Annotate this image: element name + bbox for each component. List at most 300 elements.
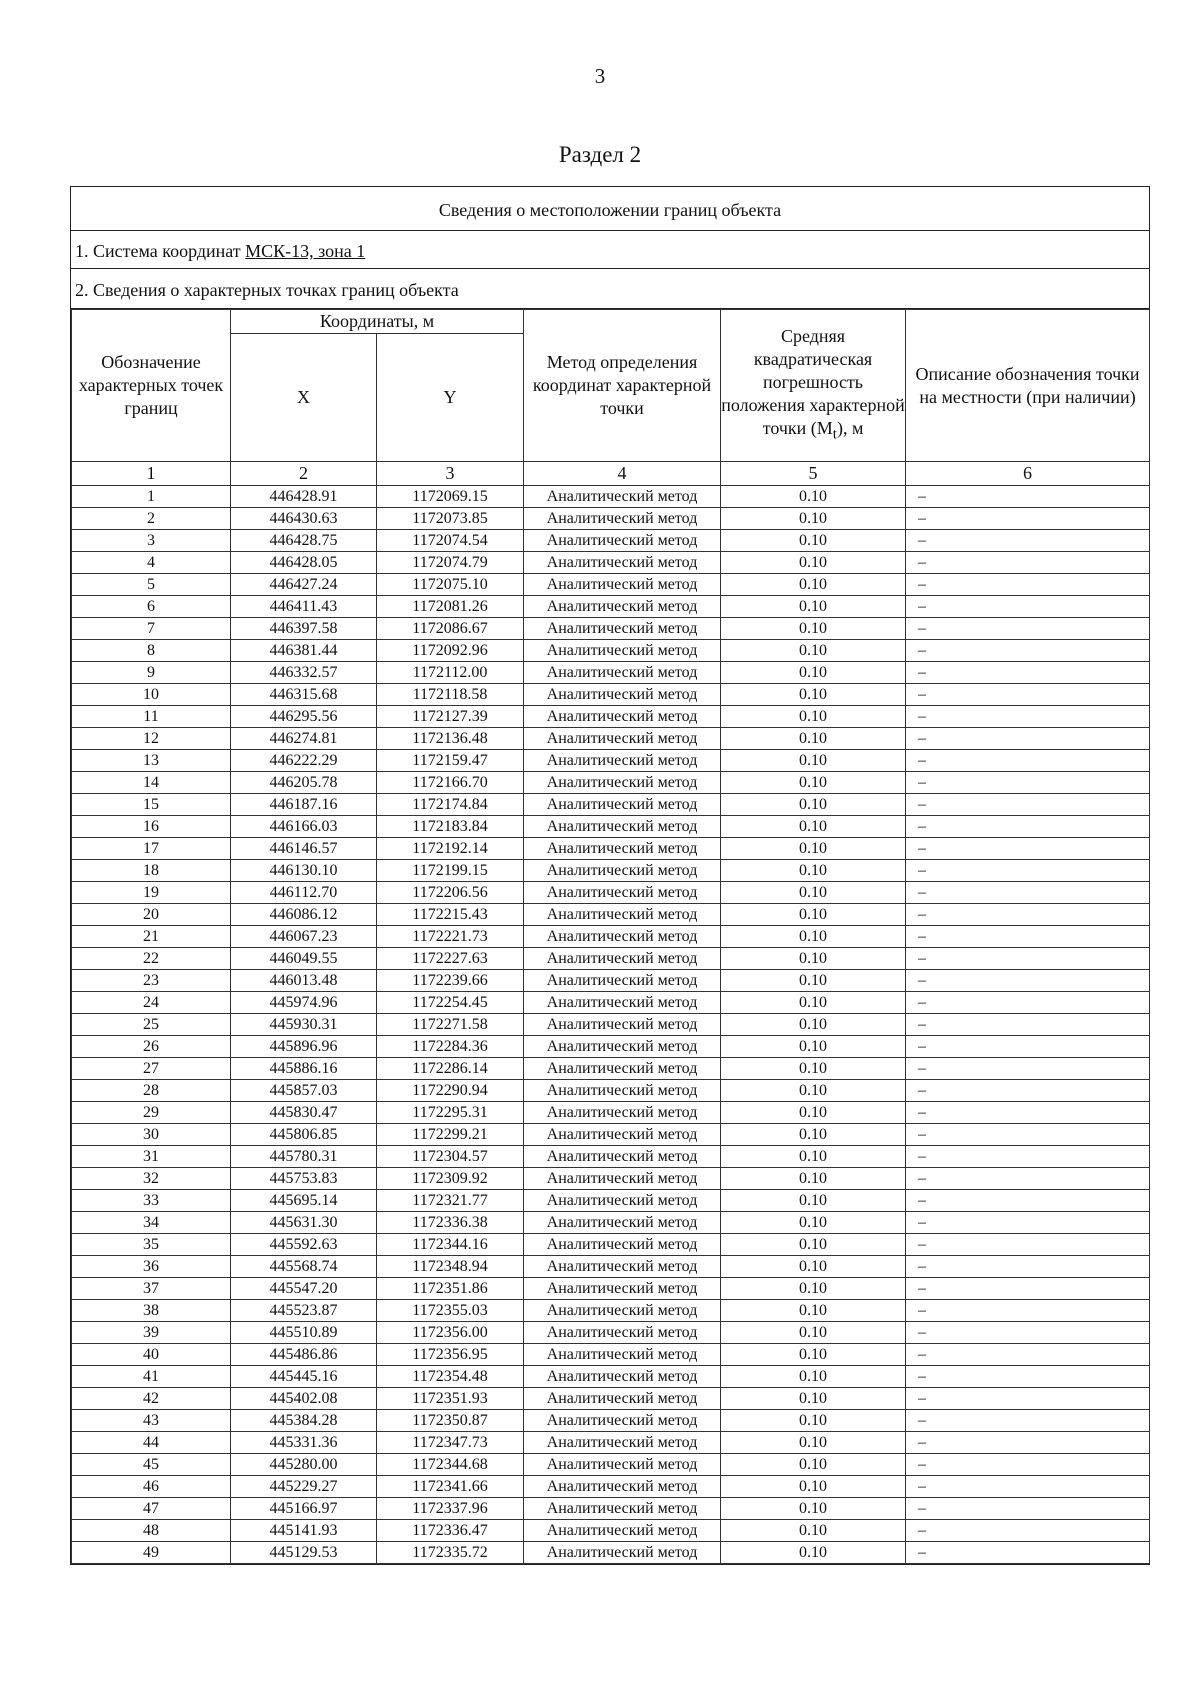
x-header: X xyxy=(231,334,377,462)
description-cell: – xyxy=(906,860,1150,882)
error-cell: 0.10 xyxy=(721,1014,906,1036)
method-cell: Аналитический метод xyxy=(524,970,721,992)
section-title: Раздел 2 xyxy=(558,142,642,167)
x-coordinate-cell: 446427.24 xyxy=(231,574,377,596)
error-cell: 0.10 xyxy=(721,1080,906,1102)
x-coordinate-cell: 446430.63 xyxy=(231,508,377,530)
x-coordinate-cell: 446428.05 xyxy=(231,552,377,574)
method-cell: Аналитический метод xyxy=(524,1058,721,1080)
description-cell: – xyxy=(906,882,1150,904)
y-coordinate-cell: 1172286.14 xyxy=(377,1058,524,1080)
error-cell: 0.10 xyxy=(721,772,906,794)
table-row xyxy=(72,992,1150,1014)
description-cell: – xyxy=(906,618,1150,640)
point-designation-cell: 31 xyxy=(72,1146,231,1168)
point-designation-cell: 38 xyxy=(72,1300,231,1322)
coordinates-header: Координаты, м xyxy=(231,310,524,334)
table-row xyxy=(72,794,1150,816)
y-coordinate-cell: 1172074.54 xyxy=(377,530,524,552)
column-number: 5 xyxy=(721,462,906,486)
error-cell: 0.10 xyxy=(721,1410,906,1432)
error-cell: 0.10 xyxy=(721,1454,906,1476)
table-row xyxy=(72,1190,1150,1212)
method-cell: Аналитический метод xyxy=(524,1432,721,1454)
table-row xyxy=(72,1344,1150,1366)
y-coordinate-cell: 1172221.73 xyxy=(377,926,524,948)
description-cell: – xyxy=(906,1366,1150,1388)
x-coordinate-cell: 446146.57 xyxy=(231,838,377,860)
point-designation-cell: 22 xyxy=(72,948,231,970)
table-row xyxy=(72,860,1150,882)
x-coordinate-cell: 445280.00 xyxy=(231,1454,377,1476)
point-designation-cell: 28 xyxy=(72,1080,231,1102)
description-cell: – xyxy=(906,1388,1150,1410)
table-row xyxy=(72,1212,1150,1234)
description-cell: – xyxy=(906,530,1150,552)
error-cell: 0.10 xyxy=(721,1234,906,1256)
point-designation-cell: 40 xyxy=(72,1344,231,1366)
method-cell: Аналитический метод xyxy=(524,1388,721,1410)
error-cell: 0.10 xyxy=(721,1256,906,1278)
y-coordinate-cell: 1172081.26 xyxy=(377,596,524,618)
x-coordinate-cell: 445592.63 xyxy=(231,1234,377,1256)
point-designation-cell: 48 xyxy=(72,1520,231,1542)
error-cell: 0.10 xyxy=(721,486,906,508)
y-coordinate-cell: 1172092.96 xyxy=(377,640,524,662)
y-coordinate-cell: 1172192.14 xyxy=(377,838,524,860)
y-coordinate-cell: 1172227.63 xyxy=(377,948,524,970)
y-coordinate-cell: 1172354.48 xyxy=(377,1366,524,1388)
x-coordinate-cell: 445780.31 xyxy=(231,1146,377,1168)
point-designation-cell: 12 xyxy=(72,728,231,750)
x-coordinate-cell: 446013.48 xyxy=(231,970,377,992)
point-designation-cell: 30 xyxy=(72,1124,231,1146)
method-cell: Аналитический метод xyxy=(524,992,721,1014)
error-cell: 0.10 xyxy=(721,1124,906,1146)
x-coordinate-cell: 445229.27 xyxy=(231,1476,377,1498)
x-coordinate-cell: 445331.36 xyxy=(231,1432,377,1454)
point-designation-cell: 23 xyxy=(72,970,231,992)
error-cell: 0.10 xyxy=(721,948,906,970)
x-coordinate-cell: 445510.89 xyxy=(231,1322,377,1344)
description-cell: – xyxy=(906,1542,1150,1564)
point-designation-cell: 43 xyxy=(72,1410,231,1432)
method-cell: Аналитический метод xyxy=(524,1124,721,1146)
y-coordinate-cell: 1172174.84 xyxy=(377,794,524,816)
point-designation-cell: 2 xyxy=(72,508,231,530)
point-designation-cell: 20 xyxy=(72,904,231,926)
point-designation-cell: 1 xyxy=(72,486,231,508)
x-coordinate-cell: 446295.56 xyxy=(231,706,377,728)
x-coordinate-cell: 445886.16 xyxy=(231,1058,377,1080)
table-row xyxy=(72,1410,1150,1432)
description-cell: – xyxy=(906,838,1150,860)
y-coordinate-cell: 1172290.94 xyxy=(377,1080,524,1102)
point-designation-cell: 44 xyxy=(72,1432,231,1454)
y-coordinate-cell: 1172159.47 xyxy=(377,750,524,772)
table-row xyxy=(72,1498,1150,1520)
description-cell: – xyxy=(906,992,1150,1014)
description-cell: – xyxy=(906,596,1150,618)
x-coordinate-cell: 445129.53 xyxy=(231,1542,377,1564)
x-coordinate-cell: 446332.57 xyxy=(231,662,377,684)
point-designation-cell: 35 xyxy=(72,1234,231,1256)
description-cell: – xyxy=(906,706,1150,728)
error-cell: 0.10 xyxy=(721,750,906,772)
error-cell: 0.10 xyxy=(721,1520,906,1542)
error-cell: 0.10 xyxy=(721,1278,906,1300)
y-coordinate-cell: 1172335.72 xyxy=(377,1542,524,1564)
coord-system-line xyxy=(71,231,1149,269)
x-coordinate-cell: 446112.70 xyxy=(231,882,377,904)
error-cell: 0.10 xyxy=(721,860,906,882)
point-designation-cell: 33 xyxy=(72,1190,231,1212)
table-row xyxy=(72,1234,1150,1256)
x-coordinate-cell: 446205.78 xyxy=(231,772,377,794)
table-row xyxy=(72,486,1150,508)
x-coordinate-cell: 446067.23 xyxy=(231,926,377,948)
x-coordinate-cell: 445166.97 xyxy=(231,1498,377,1520)
point-designation-cell: 16 xyxy=(72,816,231,838)
error-cell: 0.10 xyxy=(721,1476,906,1498)
method-cell: Аналитический метод xyxy=(524,684,721,706)
method-cell: Аналитический метод xyxy=(524,1322,721,1344)
description-cell: – xyxy=(906,1410,1150,1432)
method-cell: Аналитический метод xyxy=(524,508,721,530)
y-coordinate-cell: 1172199.15 xyxy=(377,860,524,882)
x-coordinate-cell: 445695.14 xyxy=(231,1190,377,1212)
method-cell: Аналитический метод xyxy=(524,1300,721,1322)
point-designation-cell: 9 xyxy=(72,662,231,684)
error-cell: 0.10 xyxy=(721,1212,906,1234)
description-cell: – xyxy=(906,508,1150,530)
error-cell: 0.10 xyxy=(721,1388,906,1410)
y-coordinate-cell: 1172254.45 xyxy=(377,992,524,1014)
page-number: 3 xyxy=(594,64,606,88)
method-cell: Аналитический метод xyxy=(524,728,721,750)
x-coordinate-cell: 445974.96 xyxy=(231,992,377,1014)
method-cell: Аналитический метод xyxy=(524,926,721,948)
method-cell: Аналитический метод xyxy=(524,882,721,904)
y-coordinate-cell: 1172341.66 xyxy=(377,1476,524,1498)
y-coordinate-cell: 1172356.00 xyxy=(377,1322,524,1344)
x-coordinate-cell: 445631.30 xyxy=(231,1212,377,1234)
point-designation-cell: 17 xyxy=(72,838,231,860)
description-cell: – xyxy=(906,1476,1150,1498)
boundary-points-table xyxy=(71,309,1150,1564)
error-cell: 0.10 xyxy=(721,596,906,618)
y-coordinate-cell: 1172344.68 xyxy=(377,1454,524,1476)
x-coordinate-cell: 446049.55 xyxy=(231,948,377,970)
x-coordinate-cell: 446086.12 xyxy=(231,904,377,926)
boundary-info-frame xyxy=(70,186,1150,1565)
point-designation-cell: 19 xyxy=(72,882,231,904)
method-cell: Аналитический метод xyxy=(524,1454,721,1476)
point-designation-cell: 24 xyxy=(72,992,231,1014)
y-coordinate-cell: 1172336.47 xyxy=(377,1520,524,1542)
error-cell: 0.10 xyxy=(721,882,906,904)
table-row xyxy=(72,530,1150,552)
x-coordinate-cell: 445896.96 xyxy=(231,1036,377,1058)
column-number: 6 xyxy=(906,462,1150,486)
x-coordinate-cell: 445806.85 xyxy=(231,1124,377,1146)
point-designation-cell: 6 xyxy=(72,596,231,618)
table-row xyxy=(72,904,1150,926)
table-row xyxy=(72,1146,1150,1168)
method-cell: Аналитический метод xyxy=(524,772,721,794)
point-designation-cell: 15 xyxy=(72,794,231,816)
point-designation-cell: 37 xyxy=(72,1278,231,1300)
method-cell: Аналитический метод xyxy=(524,1278,721,1300)
table-row xyxy=(72,552,1150,574)
method-cell: Аналитический метод xyxy=(524,816,721,838)
table-row xyxy=(72,816,1150,838)
y-coordinate-cell: 1172336.38 xyxy=(377,1212,524,1234)
error-cell: 0.10 xyxy=(721,728,906,750)
description-cell: – xyxy=(906,772,1150,794)
error-cell: 0.10 xyxy=(721,838,906,860)
x-coordinate-cell: 445523.87 xyxy=(231,1300,377,1322)
y-coordinate-cell: 1172350.87 xyxy=(377,1410,524,1432)
method-cell: Аналитический метод xyxy=(524,1520,721,1542)
table-row xyxy=(72,618,1150,640)
method-cell: Аналитический метод xyxy=(524,1344,721,1366)
description-cell: – xyxy=(906,662,1150,684)
column-number: 4 xyxy=(524,462,721,486)
description-cell: – xyxy=(906,1344,1150,1366)
description-cell: – xyxy=(906,948,1150,970)
x-coordinate-cell: 445568.74 xyxy=(231,1256,377,1278)
method-cell: Аналитический метод xyxy=(524,1146,721,1168)
method-cell: Аналитический метод xyxy=(524,706,721,728)
method-cell: Аналитический метод xyxy=(524,1476,721,1498)
error-cell: 0.10 xyxy=(721,508,906,530)
table-row xyxy=(72,508,1150,530)
description-cell: – xyxy=(906,1454,1150,1476)
point-designation-cell: 41 xyxy=(72,1366,231,1388)
description-cell: – xyxy=(906,552,1150,574)
table-row xyxy=(72,1542,1150,1564)
description-cell: – xyxy=(906,1190,1150,1212)
x-coordinate-cell: 445445.16 xyxy=(231,1366,377,1388)
description-cell: – xyxy=(906,1102,1150,1124)
description-cell: – xyxy=(906,1058,1150,1080)
table-row xyxy=(72,596,1150,618)
method-cell: Аналитический метод xyxy=(524,838,721,860)
method-cell: Аналитический метод xyxy=(524,1212,721,1234)
y-coordinate-cell: 1172344.16 xyxy=(377,1234,524,1256)
y-coordinate-cell: 1172309.92 xyxy=(377,1168,524,1190)
description-cell: – xyxy=(906,1300,1150,1322)
point-designation-cell: 39 xyxy=(72,1322,231,1344)
description-cell: – xyxy=(906,970,1150,992)
method-cell: Аналитический метод xyxy=(524,1498,721,1520)
column-number: 3 xyxy=(377,462,524,486)
x-coordinate-cell: 445141.93 xyxy=(231,1520,377,1542)
error-cell: 0.10 xyxy=(721,1168,906,1190)
point-designation-cell: 21 xyxy=(72,926,231,948)
table-row xyxy=(72,1432,1150,1454)
method-cell: Аналитический метод xyxy=(524,1014,721,1036)
description-cell: – xyxy=(906,1520,1150,1542)
method-header: Метод определения координат характерной точки xyxy=(524,310,721,462)
error-cell: 0.10 xyxy=(721,1432,906,1454)
point-designation-cell: 34 xyxy=(72,1212,231,1234)
table-row xyxy=(72,1322,1150,1344)
table-row xyxy=(72,574,1150,596)
y-coordinate-cell: 1172112.00 xyxy=(377,662,524,684)
y-coordinate-cell: 1172351.93 xyxy=(377,1388,524,1410)
x-coordinate-cell: 445547.20 xyxy=(231,1278,377,1300)
x-coordinate-cell: 445486.86 xyxy=(231,1344,377,1366)
table-row xyxy=(72,1520,1150,1542)
description-cell: – xyxy=(906,904,1150,926)
y-coordinate-cell: 1172356.95 xyxy=(377,1344,524,1366)
error-cell: 0.10 xyxy=(721,1542,906,1564)
y-coordinate-cell: 1172136.48 xyxy=(377,728,524,750)
x-coordinate-cell: 446222.29 xyxy=(231,750,377,772)
table-row xyxy=(72,1102,1150,1124)
table-row xyxy=(72,1454,1150,1476)
y-coordinate-cell: 1172347.73 xyxy=(377,1432,524,1454)
method-cell: Аналитический метод xyxy=(524,1036,721,1058)
error-cell: 0.10 xyxy=(721,706,906,728)
error-cell: 0.10 xyxy=(721,684,906,706)
point-designation-cell: 26 xyxy=(72,1036,231,1058)
frame-title: Сведения о местоположении границ объекта xyxy=(71,187,1149,231)
description-cell: – xyxy=(906,1256,1150,1278)
points-table-body xyxy=(72,486,1150,1564)
description-header: Описание обозначения точки на местности (при наличии) xyxy=(906,310,1150,462)
method-cell: Аналитический метод xyxy=(524,486,721,508)
description-cell: – xyxy=(906,1146,1150,1168)
description-cell: – xyxy=(906,794,1150,816)
error-cell: 0.10 xyxy=(721,662,906,684)
x-coordinate-cell: 445930.31 xyxy=(231,1014,377,1036)
table-row xyxy=(72,772,1150,794)
x-coordinate-cell: 446315.68 xyxy=(231,684,377,706)
description-cell: – xyxy=(906,1432,1150,1454)
description-cell: – xyxy=(906,1212,1150,1234)
error-cell: 0.10 xyxy=(721,970,906,992)
y-coordinate-cell: 1172127.39 xyxy=(377,706,524,728)
x-coordinate-cell: 445384.28 xyxy=(231,1410,377,1432)
table-row xyxy=(72,948,1150,970)
point-designation-cell: 8 xyxy=(72,640,231,662)
description-cell: – xyxy=(906,728,1150,750)
point-designation-cell: 25 xyxy=(72,1014,231,1036)
x-coordinate-cell: 446381.44 xyxy=(231,640,377,662)
method-cell: Аналитический метод xyxy=(524,860,721,882)
description-cell: – xyxy=(906,640,1150,662)
error-cell: 0.10 xyxy=(721,926,906,948)
table-row xyxy=(72,1388,1150,1410)
table-row xyxy=(72,1014,1150,1036)
table-row xyxy=(72,750,1150,772)
x-coordinate-cell: 446130.10 xyxy=(231,860,377,882)
table-row xyxy=(72,1256,1150,1278)
y-coordinate-cell: 1172351.86 xyxy=(377,1278,524,1300)
error-cell: 0.10 xyxy=(721,1036,906,1058)
table-row xyxy=(72,1278,1150,1300)
description-cell: – xyxy=(906,1278,1150,1300)
method-cell: Аналитический метод xyxy=(524,1080,721,1102)
x-coordinate-cell: 445753.83 xyxy=(231,1168,377,1190)
table-row xyxy=(72,882,1150,904)
table-row xyxy=(72,1476,1150,1498)
y-coordinate-cell: 1172284.36 xyxy=(377,1036,524,1058)
method-cell: Аналитический метод xyxy=(524,1256,721,1278)
error-cell: 0.10 xyxy=(721,1300,906,1322)
method-cell: Аналитический метод xyxy=(524,640,721,662)
description-cell: – xyxy=(906,1014,1150,1036)
description-cell: – xyxy=(906,750,1150,772)
y-coordinate-cell: 1172075.10 xyxy=(377,574,524,596)
point-designation-cell: 45 xyxy=(72,1454,231,1476)
error-cell: 0.10 xyxy=(721,1146,906,1168)
description-cell: – xyxy=(906,1124,1150,1146)
method-cell: Аналитический метод xyxy=(524,1190,721,1212)
point-designation-cell: 27 xyxy=(72,1058,231,1080)
description-cell: – xyxy=(906,1036,1150,1058)
description-cell: – xyxy=(906,1498,1150,1520)
coord-system-value: МСК-13, зона 1 xyxy=(245,241,366,261)
table-row xyxy=(72,1168,1150,1190)
column-number: 2 xyxy=(231,462,377,486)
y-coordinate-cell: 1172069.15 xyxy=(377,486,524,508)
error-cell: 0.10 xyxy=(721,1058,906,1080)
error-cell: 0.10 xyxy=(721,816,906,838)
method-cell: Аналитический метод xyxy=(524,618,721,640)
table-row xyxy=(72,1300,1150,1322)
method-cell: Аналитический метод xyxy=(524,1168,721,1190)
y-coordinate-cell: 1172073.85 xyxy=(377,508,524,530)
table-row xyxy=(72,926,1150,948)
error-header: Средняя квадратическая погрешность положения характерной точки $(M_t)$, м xyxy=(721,310,906,462)
table-row xyxy=(72,728,1150,750)
method-cell: Аналитический метод xyxy=(524,904,721,926)
error-cell: 0.10 xyxy=(721,1366,906,1388)
y-coordinate-cell: 1172271.58 xyxy=(377,1014,524,1036)
method-cell: Аналитический метод xyxy=(524,596,721,618)
x-coordinate-cell: 446187.16 xyxy=(231,794,377,816)
y-coordinate-cell: 1172239.66 xyxy=(377,970,524,992)
error-cell: 0.10 xyxy=(721,1322,906,1344)
y-coordinate-cell: 1172355.03 xyxy=(377,1300,524,1322)
x-coordinate-cell: 446397.58 xyxy=(231,618,377,640)
point-designation-cell: 7 xyxy=(72,618,231,640)
x-coordinate-cell: 445402.08 xyxy=(231,1388,377,1410)
x-coordinate-cell: 446274.81 xyxy=(231,728,377,750)
description-cell: – xyxy=(906,684,1150,706)
description-cell: – xyxy=(906,816,1150,838)
x-coordinate-cell: 446411.43 xyxy=(231,596,377,618)
table-row xyxy=(72,706,1150,728)
description-cell: – xyxy=(906,926,1150,948)
point-designation-cell: 32 xyxy=(72,1168,231,1190)
error-cell: 0.10 xyxy=(721,552,906,574)
error-cell: 0.10 xyxy=(721,1344,906,1366)
y-coordinate-cell: 1172321.77 xyxy=(377,1190,524,1212)
y-coordinate-cell: 1172166.70 xyxy=(377,772,524,794)
method-cell: Аналитический метод xyxy=(524,1234,721,1256)
method-cell: Аналитический метод xyxy=(524,750,721,772)
method-cell: Аналитический метод xyxy=(524,530,721,552)
error-cell: 0.10 xyxy=(721,574,906,596)
point-designation-cell: 47 xyxy=(72,1498,231,1520)
error-cell: 0.10 xyxy=(721,530,906,552)
y-coordinate-cell: 1172304.57 xyxy=(377,1146,524,1168)
